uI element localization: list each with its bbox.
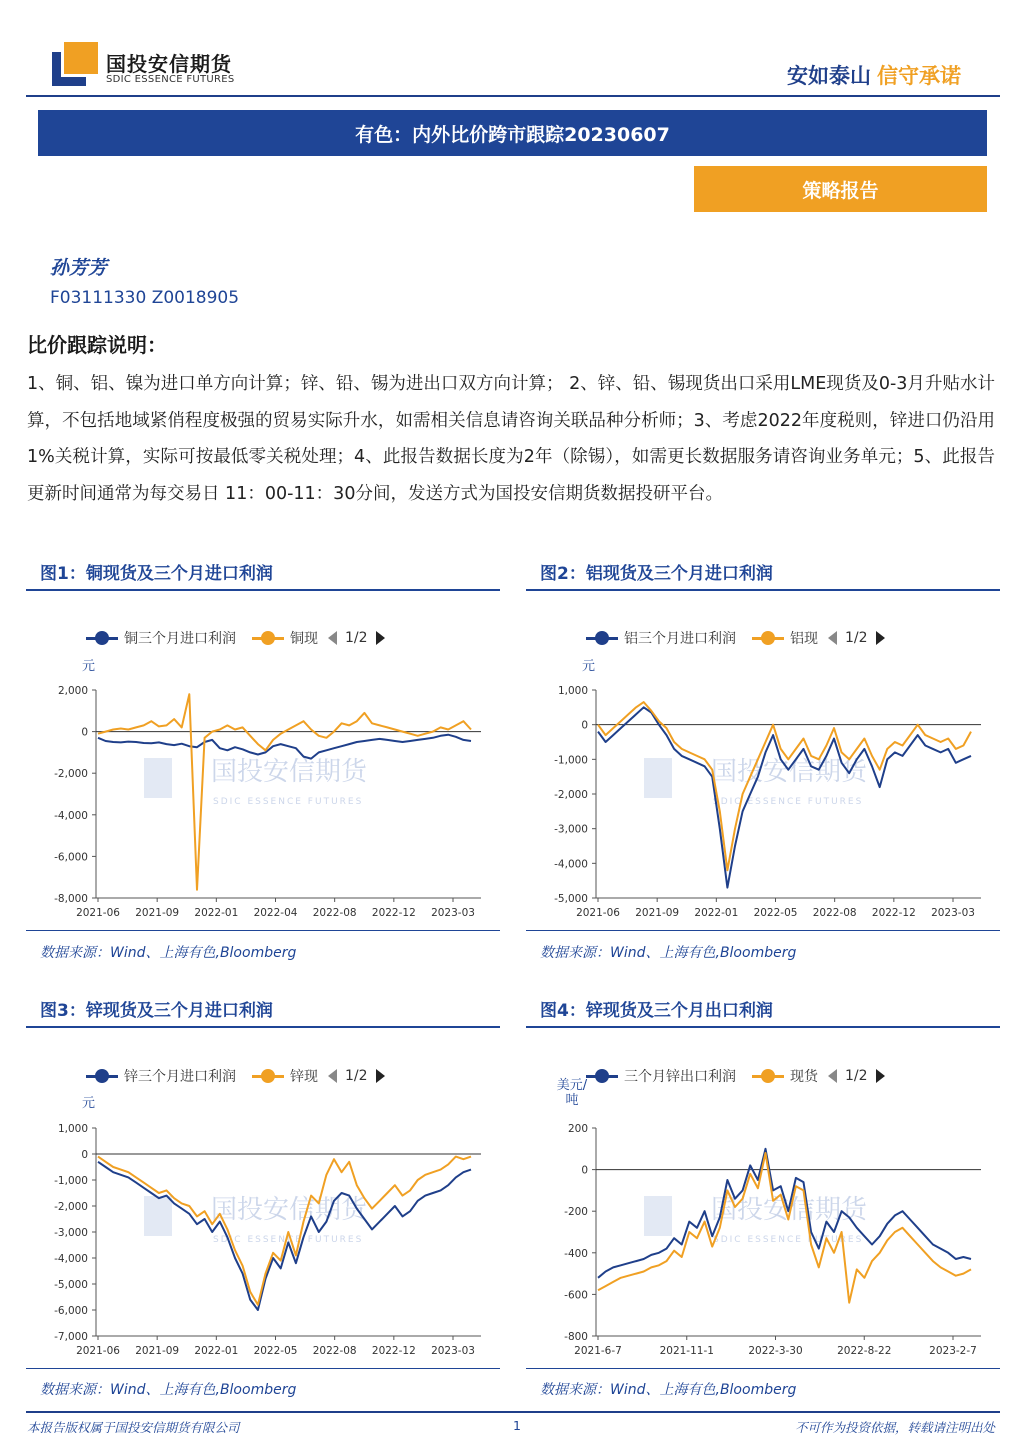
y-tick-label: -6,000 (54, 851, 88, 864)
pager-text: 1/2 (345, 630, 368, 646)
figure-2-chart (526, 676, 1000, 926)
figure-3-rule (26, 1026, 500, 1028)
prev-page-icon[interactable] (328, 1069, 337, 1083)
watermark-text-en: SDIC ESSENCE FUTURES (713, 797, 864, 807)
y-tick-label: -2,000 (554, 789, 588, 801)
company-logo (52, 42, 102, 86)
y-tick-label: -6,000 (54, 1305, 88, 1317)
figure-1-unit: 元 (82, 659, 96, 674)
slogan (787, 60, 961, 90)
legend-swatch-orange (752, 1069, 784, 1083)
figure-2-source: 数据来源：Wind、上海有色,Bloomberg (540, 945, 797, 961)
x-tick-label: 2021-6-7 (574, 1345, 622, 1357)
pager-text: 1/2 (845, 1068, 868, 1084)
figure-1-title: 图1：铜现货及三个月进口利润 (40, 564, 273, 584)
y-tick-label: -4,000 (554, 858, 588, 871)
company-name-en: SDIC ESSENCE FUTURES (106, 74, 235, 85)
figure-3-bottom-rule (26, 1368, 500, 1369)
y-tick-label: -400 (564, 1247, 588, 1260)
figure-1-rule (26, 589, 500, 591)
prev-page-icon[interactable] (828, 1069, 837, 1083)
header-divider (26, 95, 1000, 97)
company-name: 国投安信期货 (106, 52, 232, 76)
figure-1-legend (86, 628, 385, 648)
y-tick-label: -3,000 (554, 823, 588, 836)
x-tick-label: 2022-08 (312, 907, 357, 919)
x-tick-label: 2021-09 (635, 907, 680, 919)
footer-divider (26, 1411, 1000, 1413)
author-name: 孙芳芳 (50, 257, 108, 279)
legend-swatch-orange (252, 1069, 284, 1083)
x-tick-label: 2023-03 (931, 907, 975, 919)
x-tick-label: 2022-08 (812, 907, 857, 919)
notes-body: 1、铜、铝、镍为进口单方向计算；锌、铅、锡为进出口双方向计算； 2、锌、铅、锡现货出口采用LME现货及0-3月升贴水计算，不包括地域紧俏程度极强的贸易实际升水，如需相关信息请咨询关联品种分析师；3、考虑2022年度税则，锌进口仍沿用1%关税计算，实际可按最低零关税处理；4、此报告数据长度为2年（除锡），如需更长数据服务请咨询业务单元；5、此报告更新时间通常为每交易日 11：00-11：30分间，发送方式为国投安信期货数据投研平台。 (27, 374, 995, 504)
figure-4-title: 图4：锌现货及三个月出口利润 (540, 1001, 773, 1021)
x-tick-label: 2021-06 (576, 907, 620, 919)
x-tick-label: 2023-03 (431, 1345, 475, 1357)
y-tick-label: 0 (81, 726, 88, 739)
y-tick-label: -4,000 (54, 809, 88, 822)
x-tick-label: 2022-12 (371, 907, 416, 919)
figure-4-bottom-rule (526, 1368, 1000, 1369)
figure-3-title: 图3：锌现货及三个月进口利润 (40, 1001, 273, 1021)
figure-1-source: 数据来源：Wind、上海有色,Bloomberg (40, 945, 297, 961)
x-tick-label: 2023-2-7 (929, 1345, 977, 1357)
legend-swatch-blue (586, 1069, 618, 1083)
x-tick-label: 2021-06 (76, 907, 120, 919)
figure-2-legend (586, 628, 885, 648)
x-tick-label: 2022-08 (312, 1345, 357, 1357)
y-tick-label: -3,000 (54, 1227, 88, 1239)
figure-3-source: 数据来源：Wind、上海有色,Bloomberg (40, 1382, 297, 1398)
x-tick-label: 2022-8-22 (837, 1345, 892, 1357)
footer-disclaimer: 不可作为投资依据，转载请注明出处 (794, 1420, 995, 1435)
footer-copyright: 本报告版权属于国投安信期货有限公司 (27, 1420, 240, 1435)
x-tick-label: 2022-12 (371, 1345, 416, 1357)
figure-4-rule (526, 1026, 1000, 1028)
figure-1-chart (26, 676, 500, 926)
y-tick-label: 0 (581, 1164, 588, 1177)
x-tick-label: 2021-09 (135, 1345, 180, 1357)
y-tick-label: 1,000 (57, 1123, 88, 1135)
watermark-logo (644, 1196, 672, 1236)
y-tick-label: 1,000 (557, 685, 588, 697)
next-page-icon[interactable] (876, 1069, 885, 1083)
figure-4-chart (526, 1114, 1000, 1364)
y-tick-label: -7,000 (54, 1331, 88, 1343)
x-tick-label: 2022-04 (253, 907, 298, 919)
x-tick-label: 2022-01 (194, 1345, 239, 1357)
next-page-icon[interactable] (376, 631, 385, 645)
watermark-text: 国投安信期货 (211, 1195, 368, 1225)
slogan-part2: 信守承诺 (877, 64, 961, 88)
y-tick-label: -600 (564, 1289, 588, 1302)
watermark-logo (144, 1196, 172, 1236)
watermark-text: 国投安信期货 (211, 757, 368, 787)
figure-4-unit: 美元/吨 (556, 1078, 588, 1108)
y-tick-label: -1,000 (54, 1175, 88, 1187)
y-tick-label: -5,000 (554, 893, 588, 905)
prev-page-icon[interactable] (828, 631, 837, 645)
series-line-0 (98, 735, 471, 759)
y-tick-label: -4,000 (54, 1253, 88, 1265)
x-tick-label: 2023-03 (431, 907, 475, 919)
watermark-text: 国投安信期货 (711, 757, 868, 787)
x-tick-label: 2021-06 (76, 1345, 120, 1357)
x-tick-label: 2022-3-30 (748, 1345, 803, 1357)
figure-2-unit: 元 (582, 659, 596, 674)
legend-pager (828, 1068, 885, 1084)
figure-3-unit: 元 (82, 1096, 96, 1111)
y-tick-label: -2,000 (54, 768, 88, 781)
figure-2-rule (526, 589, 1000, 591)
legend-label[interactable]: 铝三个月进口利润 (624, 631, 736, 647)
y-tick-label: 200 (567, 1123, 588, 1135)
legend-swatch-blue (586, 631, 618, 645)
figure-4-source: 数据来源：Wind、上海有色,Bloomberg (540, 1382, 797, 1398)
legend-label[interactable]: 三个月锌出口利润 (624, 1069, 736, 1085)
author-ids: F03111330 Z0018905 (50, 288, 240, 308)
notes-heading: 比价跟踪说明： (27, 333, 167, 357)
next-page-icon[interactable] (876, 631, 885, 645)
x-tick-label: 2022-05 (753, 907, 798, 919)
figure-3-legend (86, 1066, 385, 1086)
legend-swatch-orange (752, 631, 784, 645)
y-tick-label: -200 (564, 1206, 588, 1219)
legend-swatch-orange (252, 631, 284, 645)
legend-swatch-blue (86, 1069, 118, 1083)
figure-1-bottom-rule (26, 930, 500, 931)
report-title: 有色：内外比价跨市跟踪20230607 (38, 110, 987, 156)
y-tick-label: -2,000 (54, 1201, 88, 1213)
pager-text: 1/2 (345, 1068, 368, 1084)
legend-label[interactable]: 锌三个月进口利润 (124, 1069, 236, 1085)
x-tick-label: 2022-05 (253, 1345, 298, 1357)
figure-3-chart (26, 1114, 500, 1364)
y-tick-label: -1,000 (554, 754, 588, 767)
legend-label[interactable]: 现货 (790, 1069, 818, 1085)
watermark-text-en: SDIC ESSENCE FUTURES (213, 1235, 364, 1245)
x-tick-label: 2022-01 (194, 907, 239, 919)
watermark-logo (144, 758, 172, 798)
report-type-badge: 策略报告 (694, 166, 987, 212)
legend-label[interactable]: 铜现 (290, 631, 318, 647)
legend-swatch-blue (86, 631, 118, 645)
figure-2-title: 图2：铝现货及三个月进口利润 (540, 564, 773, 584)
legend-pager (328, 630, 385, 646)
y-tick-label: 0 (581, 719, 588, 732)
x-tick-label: 2021-11-1 (659, 1345, 714, 1357)
legend-label[interactable]: 锌现 (290, 1069, 318, 1085)
prev-page-icon[interactable] (328, 631, 337, 645)
x-tick-label: 2022-01 (694, 907, 739, 919)
watermark-text: 国投安信期货 (711, 1195, 868, 1225)
legend-label[interactable]: 铜三个月进口利润 (124, 631, 236, 647)
watermark-text-en: SDIC ESSENCE FUTURES (713, 1235, 864, 1245)
figure-2-bottom-rule (526, 930, 1000, 931)
y-tick-label: -800 (564, 1331, 588, 1343)
pager-text: 1/2 (845, 630, 868, 646)
y-tick-label: -8,000 (54, 893, 88, 905)
x-tick-label: 2022-12 (871, 907, 916, 919)
watermark-logo (644, 758, 672, 798)
next-page-icon[interactable] (376, 1069, 385, 1083)
page-number: 1 (513, 1418, 521, 1433)
watermark-text-en: SDIC ESSENCE FUTURES (213, 797, 364, 807)
legend-pager (328, 1068, 385, 1084)
figure-4-legend (586, 1066, 885, 1086)
y-tick-label: -5,000 (54, 1279, 88, 1291)
x-tick-label: 2021-09 (135, 907, 180, 919)
y-tick-label: 2,000 (57, 685, 88, 697)
legend-label[interactable]: 铝现 (790, 631, 818, 647)
y-tick-label: 0 (81, 1149, 88, 1161)
legend-pager (828, 630, 885, 646)
slogan-part1: 安如泰山 (787, 64, 871, 88)
